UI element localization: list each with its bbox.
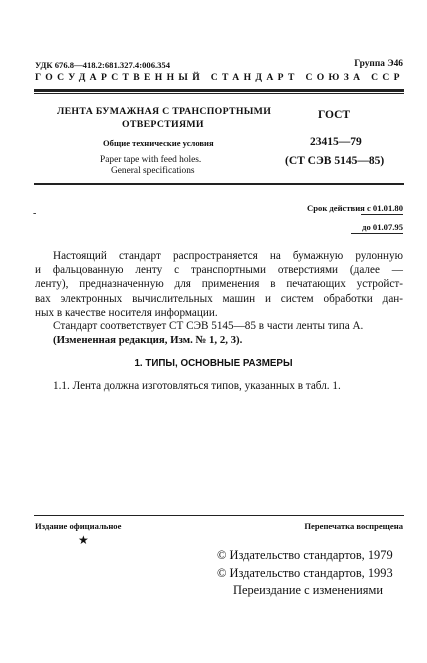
title-en-line1: Paper tape with feed holes. [100, 155, 202, 165]
amendment-note: (Измененная редакция, Изм. № 1, 2, 3). [53, 334, 243, 346]
title-en-line2: General specifications [111, 166, 195, 176]
gost-label: ГОСТ [318, 109, 351, 121]
sev-number: (СТ СЭВ 5145—85) [285, 155, 385, 167]
paragraph-line: Настоящий стандарт распространяется на бумажную рулонную [53, 250, 403, 262]
star-mark: ★ [78, 533, 89, 547]
header-rule-thin [34, 93, 404, 94]
reissue-note: Переиздание с изменениями [233, 583, 383, 597]
clause-1-1: 1.1. Лента должна изготовляться типов, указанных в табл. 1. [53, 380, 341, 392]
copyright-1979: © Издательство стандартов, 1979 [217, 548, 393, 562]
udk-code: УДК 676.8—418.2:681.327.4:006.354 [35, 60, 171, 70]
group-code: Группа Э46 [354, 59, 403, 69]
paragraph-sev-compliance: Стандарт соответствует СТ СЭВ 5145—85 в части ленты типа А. [53, 320, 364, 332]
official-edition: Издание официальное [35, 521, 122, 531]
paragraph-line: ленту), предназначенную для применения в печатающих устройст- [35, 278, 403, 291]
paragraph-line: ных в качестве носителя информации. [35, 306, 218, 319]
section-1-heading: 1. ТИПЫ, ОСНОВНЫЕ РАЗМЕРЫ [134, 358, 293, 369]
footer-rule [34, 515, 404, 516]
validity-to-underline [351, 233, 403, 234]
copyright-1993: © Издательство стандартов, 1993 [217, 566, 393, 580]
paragraph-line: и фальцованную ленту с транспортными отверстиями (далее — [35, 264, 403, 277]
paragraph-line: вах электронных вычислительных машин и систем обработки дан- [35, 292, 403, 305]
reprint-prohibited: Перепечатка воспрещена [304, 521, 403, 531]
title-ru-line2: ОТВЕРСТИЯМИ [122, 119, 204, 130]
title-ru-line1: ЛЕНТА БУМАЖНАЯ С ТРАНСПОРТНЫМИ [57, 106, 272, 117]
header-rule [34, 89, 404, 92]
validity-from: Срок действия с 01.01.80 [307, 203, 403, 213]
state-standard-heading: ГОСУДАРСТВЕННЫЙ СТАНДАРТ СОЮЗА ССР [35, 72, 404, 83]
gost-number: 23415—79 [310, 136, 362, 148]
paragraph-scope [35, 249, 403, 320]
validity-from-underline [361, 214, 403, 215]
title-ru-subtitle: Общие технические условия [103, 138, 214, 148]
margin-dash: - [33, 208, 37, 219]
title-rule [34, 183, 404, 185]
validity-to: до 01.07.95 [362, 222, 403, 232]
